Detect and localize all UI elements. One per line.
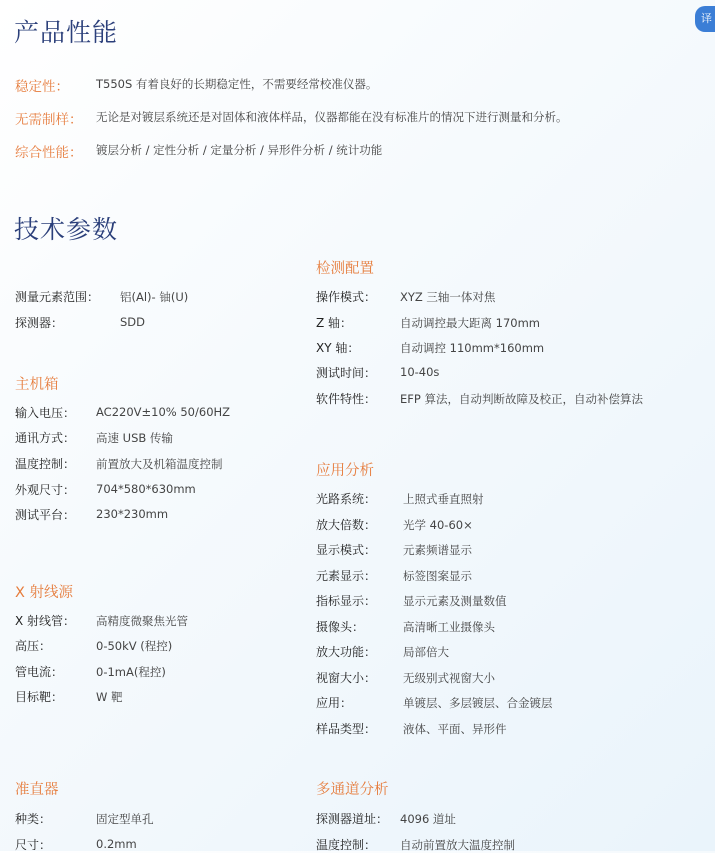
- feature-label-no-sample-prep: 无需制样：: [15, 112, 83, 128]
- spec-value: 单镀层、多层镀层、合金镀层: [403, 696, 553, 710]
- section-title-collimator: 准直器: [15, 782, 59, 798]
- section-title-application: 应用分析: [316, 463, 374, 479]
- spec-label: 元素显示：: [316, 569, 377, 583]
- spec-value: 上照式垂直照射: [403, 492, 484, 506]
- spec-value: 前置放大及机箱温度控制: [96, 457, 223, 471]
- spec-value: 0.2mm: [96, 837, 137, 851]
- spec-value: 元素频谱显示: [403, 543, 472, 557]
- spec-value: 光学 40-60×: [403, 518, 473, 532]
- spec-label: 视窗大小：: [316, 671, 377, 685]
- spec-label: XY 轴：: [316, 341, 360, 355]
- spec-value: 0-1mA(程控): [96, 665, 166, 679]
- section-title-xray: X 射线源: [15, 585, 74, 601]
- spec-value: 高速 USB 传输: [96, 431, 173, 445]
- feature-text-stability: T550S 有着良好的长期稳定性，不需要经常校准仪器。: [96, 77, 378, 91]
- spec-value: 0-50kV (程控): [96, 639, 173, 653]
- spec-label: 尺寸：: [15, 838, 52, 852]
- spec-label: 高压：: [15, 639, 52, 653]
- specs-title: 技术参数: [14, 215, 119, 244]
- spec-label: 目标靶：: [15, 690, 64, 704]
- spec-label: 管电流：: [15, 665, 64, 679]
- spec-label: 测试平台：: [15, 508, 76, 522]
- feature-label-stability: 稳定性：: [15, 79, 69, 95]
- spec-value: W 靶: [96, 690, 123, 704]
- section-title-multichannel: 多通道分析: [316, 782, 389, 798]
- spec-value: XYZ 三轴一体对焦: [400, 290, 496, 304]
- spec-value: 高精度微聚焦光管: [96, 614, 188, 628]
- spec-value: EFP 算法，自动判断故障及校正，自动补偿算法: [400, 392, 643, 406]
- spec-value: 704*580*630mm: [96, 482, 196, 496]
- performance-title: 产品性能: [14, 18, 119, 47]
- spec-value: 自动调控 110mm*160mm: [400, 341, 545, 355]
- spec-value: 高清晰工业摄像头: [403, 620, 495, 634]
- section-title-detection: 检测配置: [316, 261, 374, 277]
- spec-value: 自动调控最大距离 170mm: [400, 316, 541, 330]
- translate-icon: 译: [701, 12, 712, 25]
- spec-value: 固定型单孔: [96, 812, 154, 826]
- spec-value: SDD: [120, 315, 146, 329]
- section-title-main-box: 主机箱: [15, 377, 59, 393]
- spec-value: AC220V±10% 50/60HZ: [96, 405, 231, 419]
- spec-label: 探测器道址：: [316, 812, 389, 826]
- translate-widget-button[interactable]: [695, 6, 715, 32]
- spec-label: 放大功能：: [316, 645, 377, 659]
- spec-label: 操作模式：: [316, 290, 377, 304]
- spec-value: 标签图案显示: [403, 569, 472, 583]
- spec-label: 温度控制：: [316, 838, 377, 852]
- spec-label: 通讯方式：: [15, 431, 76, 445]
- spec-label: 放大倍数：: [316, 518, 377, 532]
- spec-label: 光路系统：: [316, 492, 377, 506]
- spec-label: X 射线管：: [15, 614, 76, 628]
- spec-value: 局部倍大: [403, 645, 449, 659]
- feature-text-no-sample-prep: 无论是对镀层系统还是对固体和液体样品，仪器都能在没有标准片的情况下进行测量和分析。: [96, 110, 568, 124]
- spec-value: 显示元素及测量数值: [403, 594, 507, 608]
- spec-label: 温度控制：: [15, 457, 76, 471]
- spec-label: 外观尺寸：: [15, 483, 76, 497]
- spec-value: 4096 道址: [400, 812, 456, 826]
- spec-label: 摄像头：: [316, 620, 365, 634]
- spec-label: 样品类型：: [316, 722, 377, 736]
- spec-label: 显示模式：: [316, 543, 377, 557]
- spec-label: 测试时间：: [316, 366, 377, 380]
- spec-label: 应用：: [316, 696, 353, 710]
- spec-value: 自动前置放大温度控制: [400, 838, 515, 852]
- spec-value: 液体、平面、异形件: [403, 722, 507, 736]
- spec-label: 指标显示：: [316, 594, 377, 608]
- feature-text-overall: 镀层分析 / 定性分析 / 定量分析 / 异形件分析 / 统计功能: [96, 143, 383, 157]
- spec-label: 种类：: [15, 812, 52, 826]
- spec-label: 测量元素范围：: [15, 290, 100, 304]
- spec-value: 无级别式视窗大小: [403, 671, 495, 685]
- spec-value: 230*230mm: [96, 507, 169, 521]
- spec-label: 输入电压：: [15, 406, 76, 420]
- spec-label: 软件特性：: [316, 392, 377, 406]
- feature-label-overall: 综合性能：: [15, 145, 83, 161]
- spec-label: Z 轴：: [316, 316, 353, 330]
- spec-value: 铝(Al)- 铀(U): [120, 290, 189, 304]
- spec-value: 10-40s: [400, 365, 440, 379]
- spec-label: 探测器：: [15, 316, 64, 330]
